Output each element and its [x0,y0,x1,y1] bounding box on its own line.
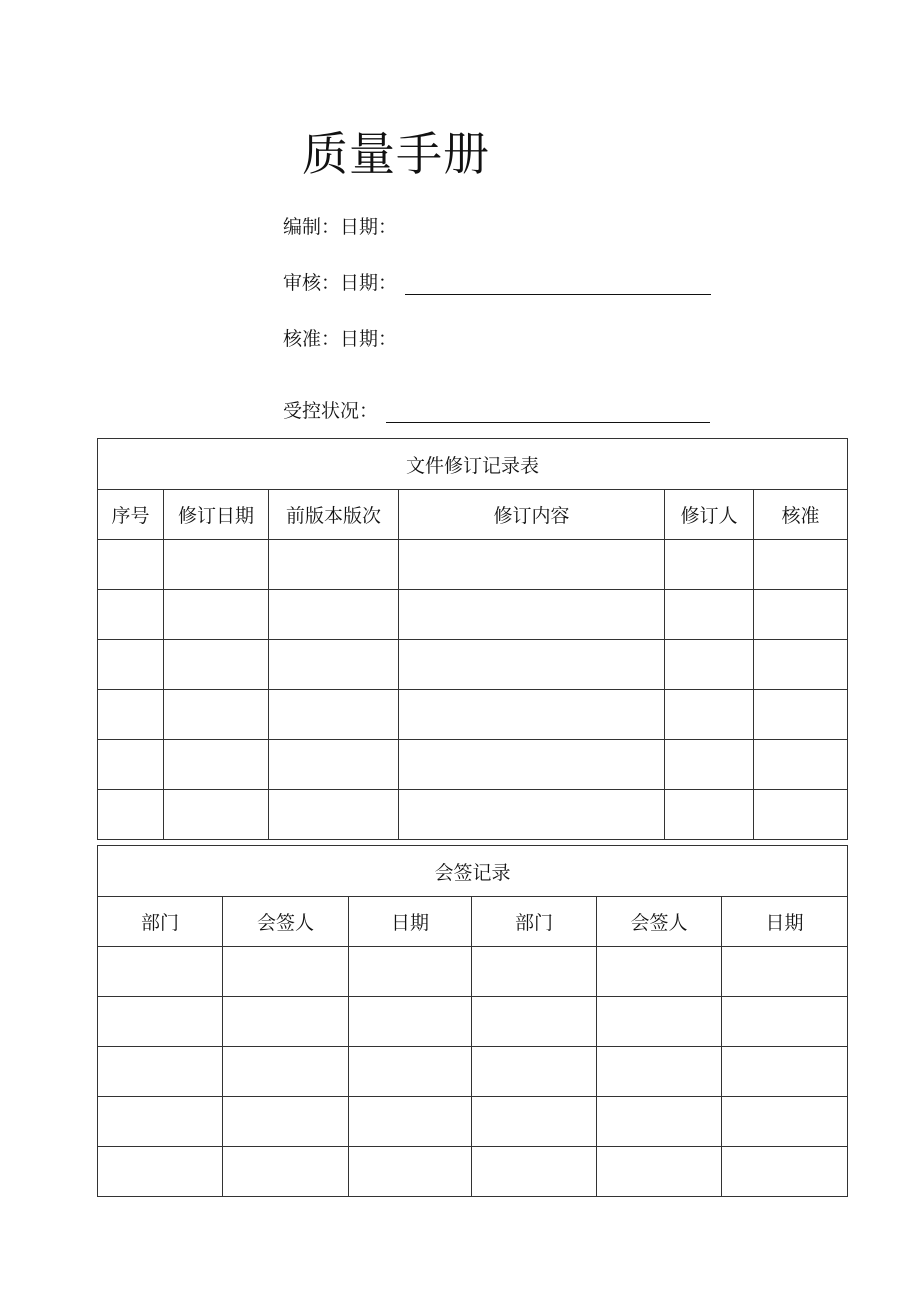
compile-line [283,212,397,239]
compile-label: 编制：日期： [283,216,398,238]
header-signer-2: 会签人 [597,897,722,947]
control-line [283,396,710,423]
header-seq: 序号 [98,490,164,540]
revision-table-caption: 文件修订记录表 [98,439,848,490]
table-row [98,947,848,997]
review-label: 审核：日期： [283,272,398,294]
review-date-blank [405,274,711,295]
header-reviser: 修订人 [665,490,754,540]
header-revision-content: 修订内容 [399,490,665,540]
approve-line [283,324,397,351]
table-row [98,1147,848,1197]
table-row [98,997,848,1047]
review-line [283,268,711,295]
countersign-table-caption: 会签记录 [98,846,848,897]
header-department-1: 部门 [98,897,223,947]
document-title: 质量手册 [302,127,490,181]
table-row [98,640,848,690]
revision-record-table [97,438,848,840]
header-previous-version: 前版本版次 [269,490,399,540]
table-row [98,540,848,590]
table-row [98,740,848,790]
header-signer-1: 会签人 [223,897,349,947]
header-date-1: 日期 [349,897,472,947]
table-row [98,590,848,640]
table-row [98,1097,848,1147]
countersign-record-table [97,845,848,1197]
table-row [98,1047,848,1097]
table-row [98,690,848,740]
control-status-blank [386,402,710,423]
header-revision-date: 修订日期 [164,490,269,540]
header-date-2: 日期 [722,897,848,947]
header-department-2: 部门 [472,897,597,947]
control-label: 受控状况： [283,400,379,422]
table-row [98,790,848,840]
approve-label: 核准：日期： [283,328,398,350]
header-approver: 核准 [754,490,848,540]
